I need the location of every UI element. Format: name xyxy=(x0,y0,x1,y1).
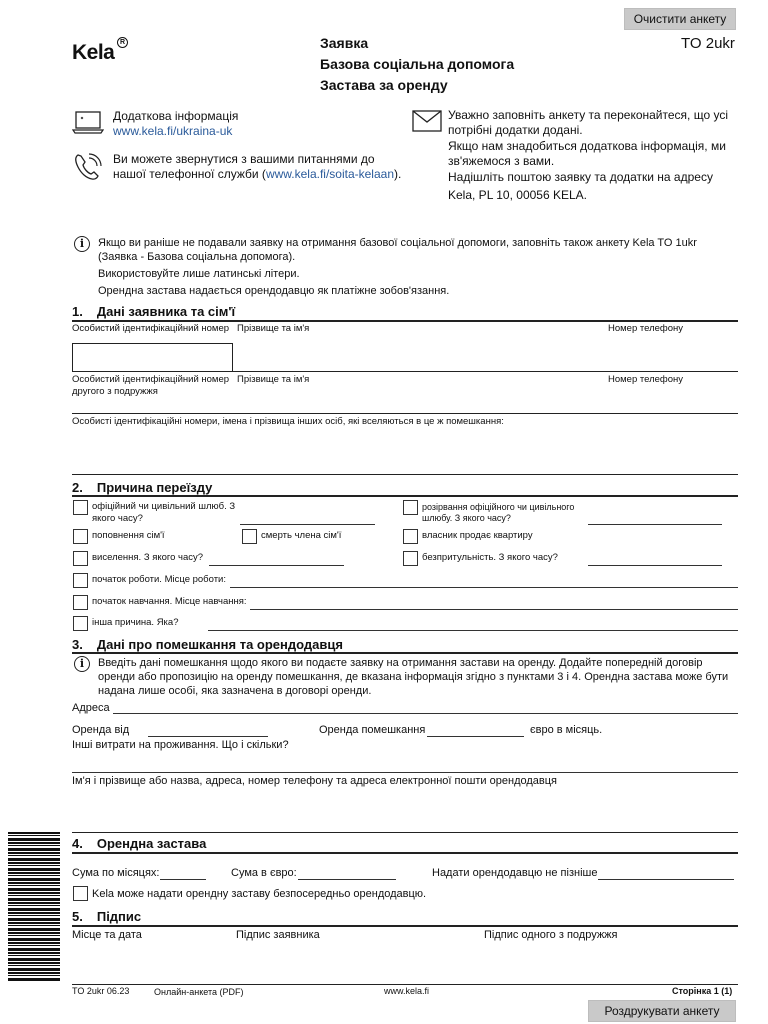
study-place-field[interactable] xyxy=(250,609,738,610)
family-growth-label: поповнення сім'ї xyxy=(92,530,165,541)
work-label: початок роботи. Місце роботи: xyxy=(92,574,226,585)
divorce-checkbox[interactable] xyxy=(403,500,418,515)
euro-month-label: євро в місяць. xyxy=(530,724,603,736)
phone-service-text: Ви можете звернутися з вашими питаннями до нашої телефонної служби (www.kela.fi/soita-kelaan). xyxy=(113,152,402,181)
rent-amount-field[interactable] xyxy=(427,736,524,737)
owner-sells-label: власник продає квартиру xyxy=(422,530,533,541)
registered-mark-icon: R xyxy=(117,37,128,48)
section4-heading: 4. Орендна застава xyxy=(72,836,207,851)
family-death-label: смерть члена сім'ї xyxy=(261,530,342,541)
info-icon: i xyxy=(74,236,90,252)
print-form-button[interactable]: Роздрукувати анкету xyxy=(588,1000,736,1022)
other-costs-label: Інші витрати на проживання. Що і скільки? xyxy=(72,739,289,751)
form-code: TO 2ukr xyxy=(681,35,735,52)
months-field[interactable] xyxy=(160,879,206,880)
study-label: початок навчання. Місце навчання: xyxy=(92,596,247,607)
section1-heading: 1. Дані заявника та сім'ї xyxy=(72,304,236,319)
section5-heading: 5. Підпис xyxy=(72,909,142,924)
eviction-checkbox[interactable] xyxy=(73,551,88,566)
applicant-signature-label: Підпис заявника xyxy=(236,929,320,941)
phone-icon xyxy=(72,152,104,182)
landlord-label: Ім'я і прізвище або назва, адреса, номер телефону та адреса електронної пошти орендодавця xyxy=(72,775,557,787)
notice-text: Якщо ви раніше не подавали заявку на отримання базової соціальної допомоги, заповніть також анкету Kela TO 1ukr (Заявка - Базова соціальна допомога). Використовуйте лише латинські літери. Орендна застава надається орендодавцю як платіжне зобов'язання. xyxy=(98,237,697,297)
footer-site: www.kela.fi xyxy=(384,986,430,996)
form-title: Заявка Базова соціальна допомога Застава за оренду xyxy=(320,35,515,93)
barcode xyxy=(8,832,60,982)
applicant-id-input[interactable] xyxy=(72,343,233,372)
section3-info: Введіть дані помешкання щодо якого ви подаєте заявку на отримання застави на оренду. Додайте попередній договір оренди або пропозицію на оренду помешкання, де вказана інформація згідно з пунктами 3 і 4. Орендна застава може бути надана лише особі, яка зазначена в договорі оренди. xyxy=(98,657,729,697)
footer-page: Сторінка 1 (1) xyxy=(672,986,733,996)
phone-link[interactable]: www.kela.fi/soita-kelaan xyxy=(265,167,394,181)
family-growth-checkbox[interactable] xyxy=(73,529,88,544)
months-label: Сума по місяцях: xyxy=(72,867,160,879)
other-reason-field[interactable] xyxy=(208,630,738,631)
other-reason-checkbox[interactable] xyxy=(73,616,88,631)
info-link[interactable]: www.kela.fi/ukraina-uk xyxy=(113,124,233,138)
kela-logo: Kela xyxy=(72,41,115,64)
homeless-label: безпритульність. З якого часу? xyxy=(422,552,558,563)
family-death-checkbox[interactable] xyxy=(242,529,257,544)
address-field[interactable] xyxy=(113,713,738,714)
other-reason-label: інша причина. Яка? xyxy=(92,617,179,628)
work-place-field[interactable] xyxy=(230,587,738,588)
footer-online: Онлайн-анкета (PDF) xyxy=(154,987,244,997)
laptop-icon xyxy=(72,110,104,134)
footer-code: TO 2ukr 06.23 xyxy=(72,986,130,996)
direct-to-landlord-label: Kela може надати орендну заставу безпосередньо орендодавцю. xyxy=(92,888,427,900)
section3-heading: 3. Дані про помешкання та орендодавця xyxy=(72,637,343,652)
section2-heading: 2. Причина переїзду xyxy=(72,480,213,495)
spouse-signature-label: Підпис одного з подружжя xyxy=(484,929,618,941)
deadline-label: Надати орендодавцю не пізніше xyxy=(432,867,598,879)
marriage-date-field[interactable] xyxy=(240,524,375,525)
mail-instructions: Уважно заповніть анкету та переконайтеся, що усі потрібні додатки додані. Якщо нам знадобиться додаткова інформація, ми зв'яжемося з вами. Надішліть поштою заявку та додатки на адресу Kela, PL 10, 00056 KELA. xyxy=(448,108,728,202)
others-label: Особисті ідентифікаційні номери, імена і прізвища інших осіб, які вселяються в це ж помешкання: xyxy=(72,416,504,427)
clear-form-button[interactable]: Очистити анкету xyxy=(624,8,736,30)
info-icon: i xyxy=(74,656,90,672)
additional-info: Додаткова інформація www.kela.fi/ukraina-uk xyxy=(113,109,383,139)
id-label: Особистий ідентифікаційний номер xyxy=(72,323,230,334)
homeless-date-field[interactable] xyxy=(588,565,722,566)
rent-label: Оренда помешкання xyxy=(319,724,426,736)
owner-sells-checkbox[interactable] xyxy=(403,529,418,544)
other-costs-field[interactable] xyxy=(72,772,738,773)
marriage-label: офіційний чи цивільний шлюб. З якого часу? xyxy=(92,501,236,524)
envelope-icon xyxy=(412,110,442,132)
address-label: Адреса xyxy=(72,702,110,714)
name-label: Прізвище та ім'я xyxy=(237,323,310,334)
divorce-label: розірвання офіційного чи цивільного шлюбу. З якого часу? xyxy=(422,502,575,523)
eviction-date-field[interactable] xyxy=(209,565,344,566)
place-date-label: Місце та дата xyxy=(72,929,142,941)
euro-label: Сума в євро: xyxy=(231,867,297,879)
marriage-checkbox[interactable] xyxy=(73,500,88,515)
homeless-checkbox[interactable] xyxy=(403,551,418,566)
spouse-phone-label: Номер телефону xyxy=(608,374,684,385)
euro-field[interactable] xyxy=(298,879,396,880)
divorce-date-field[interactable] xyxy=(588,524,722,525)
rent-from-label: Оренда від xyxy=(72,724,130,736)
direct-to-landlord-checkbox[interactable] xyxy=(73,886,88,901)
deadline-field[interactable] xyxy=(598,879,734,880)
spouse-name-label: Прізвище та ім'я xyxy=(237,374,310,385)
work-checkbox[interactable] xyxy=(73,573,88,588)
phone-label: Номер телефону xyxy=(608,323,684,334)
rent-from-field[interactable] xyxy=(148,736,268,737)
spouse-id-label: Особистий ідентифікаційний номер другого з подружжя xyxy=(72,374,230,397)
eviction-label: виселення. З якого часу? xyxy=(92,552,204,563)
study-checkbox[interactable] xyxy=(73,595,88,610)
